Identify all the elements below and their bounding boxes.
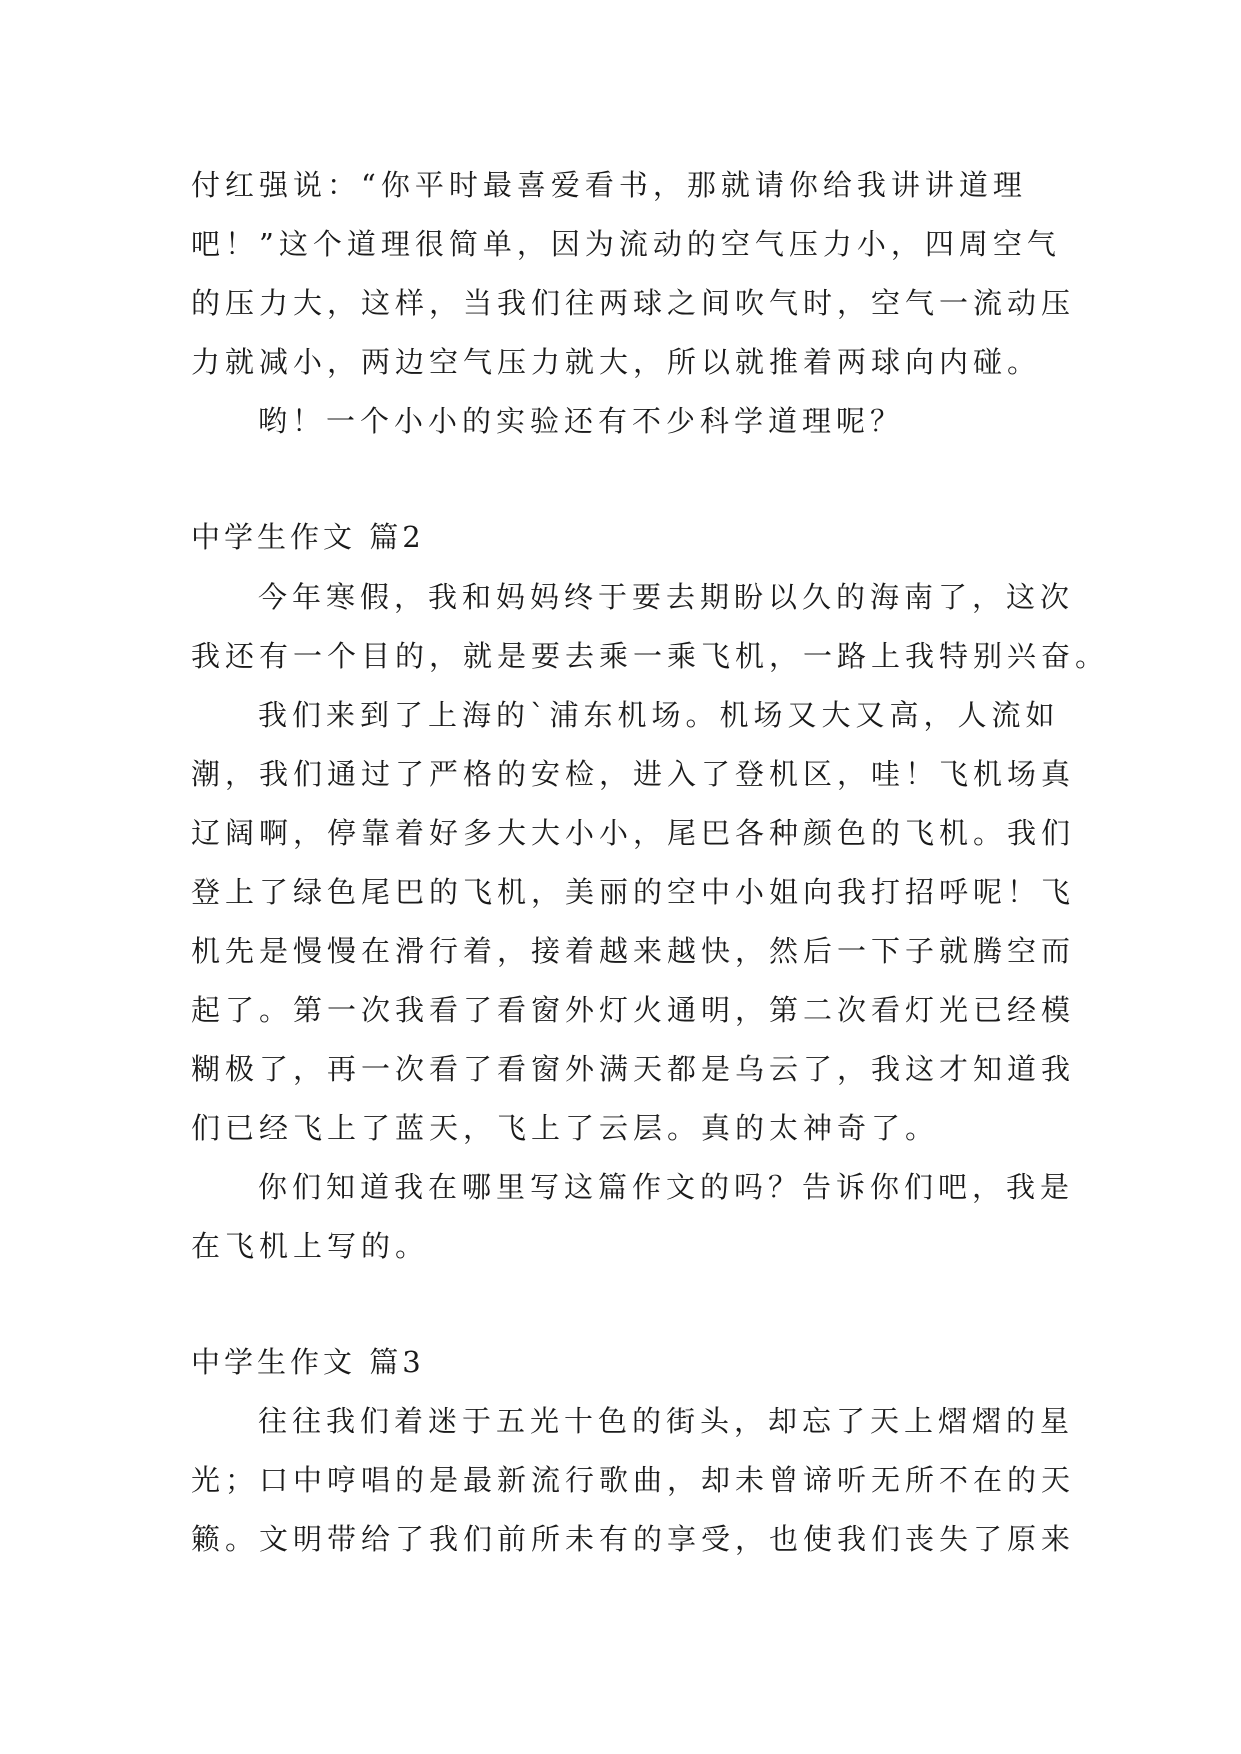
paragraph-line: 光；口中哼唱的是最新流行歌曲，却未曾谛听无所不在的天 (191, 1463, 1076, 1497)
paragraph-line: 我们来到了上海的`浦东机场。机场又大又高，人流如 (258, 698, 1060, 732)
paragraph-line: 哟！一个小小的实验还有不少科学道理呢？ (258, 404, 905, 438)
paragraph-line: 登上了绿色尾巴的飞机，美丽的空中小姐向我打招呼呢！飞 (191, 875, 1076, 909)
paragraph-line: 的压力大，这样，当我们往两球之间吹气时，空气一流动压 (191, 286, 1076, 320)
paragraph-line: 力就减小，两边空气压力就大，所以就推着两球向内碰。 (191, 345, 1042, 379)
paragraph-line: 糊极了，再一次看了看窗外满天都是乌云了，我这才知道我 (191, 1052, 1076, 1086)
paragraph-line: 潮，我们通过了严格的安检，进入了登机区，哇！飞机场真 (191, 757, 1076, 791)
paragraph-line: 在飞机上写的。 (191, 1229, 430, 1263)
paragraph-line: 我还有一个目的，就是要去乘一乘飞机，一路上我特别兴奋。 (191, 639, 1110, 673)
paragraph-line: 你们知道我在哪里写这篇作文的吗？告诉你们吧，我是 (258, 1170, 1075, 1204)
paragraph-line: 今年寒假，我和妈妈终于要去期盼以久的海南了，这次 (258, 580, 1075, 614)
section-heading: 中学生作文 篇2 (191, 520, 425, 554)
paragraph-line: 吧！”这个道理很简单，因为流动的空气压力小，四周空气 (191, 227, 1061, 261)
paragraph-line: 们已经飞上了蓝天，飞上了云层。真的太神奇了。 (191, 1111, 940, 1145)
paragraph-line: 机先是慢慢在滑行着，接着越来越快，然后一下子就腾空而 (191, 934, 1076, 968)
section-heading: 中学生作文 篇3 (191, 1345, 425, 1379)
paragraph-line: 辽阔啊，停靠着好多大大小小，尾巴各种颜色的飞机。我们 (191, 816, 1076, 850)
paragraph-line: 往往我们着迷于五光十色的街头，却忘了天上熠熠的星 (258, 1404, 1075, 1438)
paragraph-line: 籁。文明带给了我们前所未有的享受，也使我们丧失了原来 (191, 1522, 1076, 1556)
paragraph-line: 付红强说：“你平时最喜爱看书，那就请你给我讲讲道理 (191, 168, 1027, 202)
paragraph-line: 起了。第一次我看了看窗外灯火通明，第二次看灯光已经模 (191, 993, 1076, 1027)
